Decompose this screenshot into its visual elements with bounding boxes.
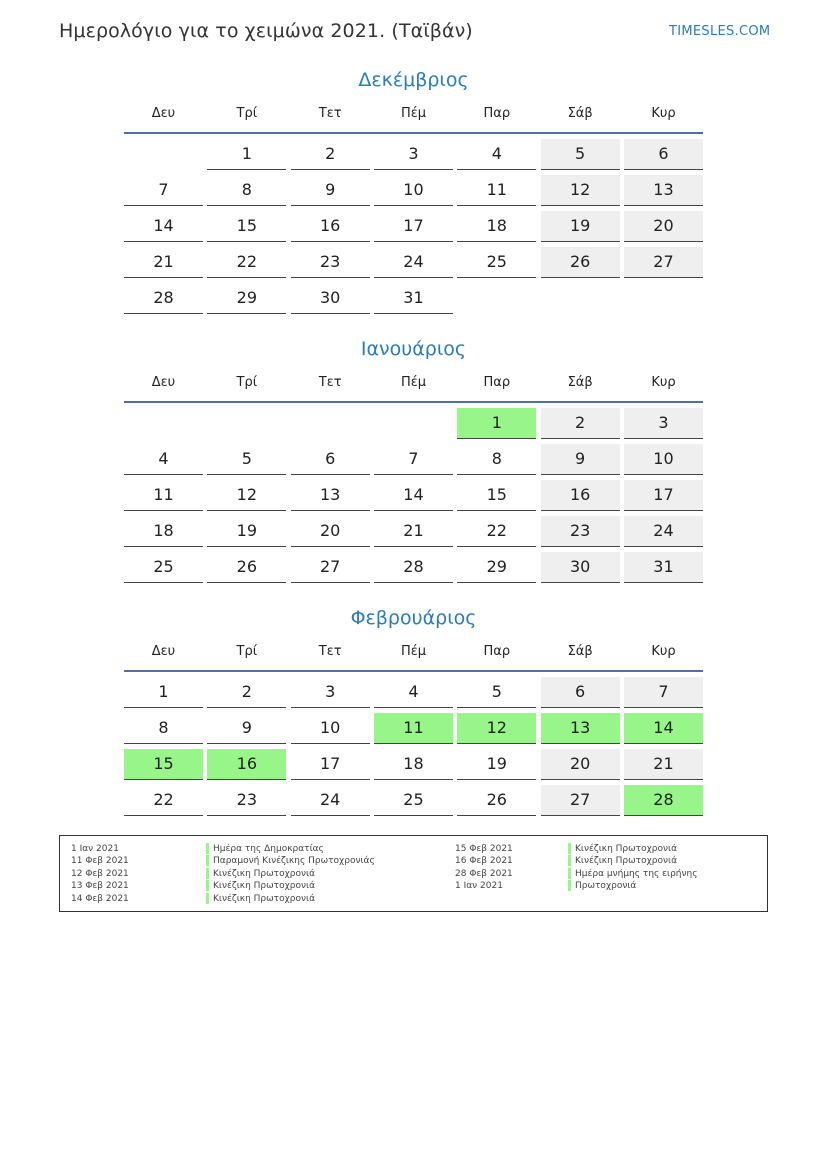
legend-row: [71, 843, 324, 855]
week-row: [124, 444, 703, 475]
day-cell[interactable]: 2: [541, 408, 620, 439]
day-cell[interactable]: 20: [291, 516, 370, 547]
day-cell[interactable]: 14: [124, 211, 203, 242]
weekday-header: [124, 102, 703, 130]
empty-cell: [457, 283, 536, 314]
day-cell[interactable]: 9: [207, 713, 286, 744]
day-cell[interactable]: 4: [374, 677, 453, 708]
day-cell[interactable]: 30: [541, 552, 620, 583]
day-cell[interactable]: 8: [124, 713, 203, 744]
legend-holiday-name: Κινέζικη Πρωτοχρονιά: [206, 893, 315, 905]
holiday-day-cell[interactable]: 11: [374, 713, 453, 744]
day-cell[interactable]: 10: [374, 175, 453, 206]
legend-row: [455, 855, 678, 867]
day-cell[interactable]: 4: [457, 139, 536, 170]
day-cell[interactable]: 25: [124, 552, 203, 583]
day-cell[interactable]: 23: [541, 516, 620, 547]
weekday-label: Δευ: [151, 106, 176, 121]
legend-row: [71, 868, 316, 880]
day-cell[interactable]: 8: [207, 175, 286, 206]
weekday-label: Δευ: [151, 644, 176, 659]
holiday-day-cell[interactable]: 12: [457, 713, 536, 744]
month-block: [124, 66, 703, 319]
weekday-label: Παρ: [483, 375, 511, 390]
day-cell[interactable]: 3: [374, 139, 453, 170]
week-row: [124, 480, 703, 511]
day-cell[interactable]: 18: [124, 516, 203, 547]
week-row: [124, 785, 703, 816]
day-cell[interactable]: 30: [291, 283, 370, 314]
week-row: [124, 211, 703, 242]
day-cell[interactable]: 19: [457, 749, 536, 780]
day-cell[interactable]: 27: [291, 552, 370, 583]
legend-holiday-name: Κινέζικη Πρωτοχρονιά: [206, 868, 315, 880]
day-cell[interactable]: 26: [207, 552, 286, 583]
legend-column-left: [71, 843, 375, 905]
day-cell[interactable]: 15: [207, 211, 286, 242]
header-divider: [124, 132, 703, 134]
day-cell[interactable]: 17: [291, 749, 370, 780]
weekday-label: Τρί: [236, 106, 258, 121]
weekday-label: Σάβ: [567, 375, 593, 390]
day-cell[interactable]: 15: [457, 480, 536, 511]
day-cell[interactable]: 21: [624, 749, 703, 780]
day-cell[interactable]: 9: [291, 175, 370, 206]
month-title: Δεκέμβριος: [358, 69, 469, 91]
month-block: [124, 335, 703, 588]
legend-row: [455, 880, 637, 892]
weekday-label: Τετ: [318, 106, 342, 121]
day-cell[interactable]: 4: [124, 444, 203, 475]
day-cell[interactable]: 7: [624, 677, 703, 708]
day-cell[interactable]: 3: [624, 408, 703, 439]
day-cell[interactable]: 22: [124, 785, 203, 816]
empty-cell: [207, 408, 286, 439]
weekday-label: Τρί: [236, 644, 258, 659]
empty-cell: [374, 408, 453, 439]
weekday-label: Πέμ: [400, 106, 427, 121]
day-cell[interactable]: 22: [207, 247, 286, 278]
empty-cell: [624, 283, 703, 314]
day-cell[interactable]: 17: [374, 211, 453, 242]
legend-column-right: [455, 843, 698, 893]
day-cell[interactable]: 26: [457, 785, 536, 816]
day-cell[interactable]: 5: [457, 677, 536, 708]
week-row: [124, 283, 703, 314]
legend-holiday-name: Ημέρα μνήμης της ειρήνης: [568, 868, 698, 880]
day-cell[interactable]: 7: [374, 444, 453, 475]
day-cell[interactable]: 6: [624, 139, 703, 170]
month-title: Ιανουάριος: [360, 338, 467, 360]
weekday-label: Κυρ: [651, 644, 676, 659]
day-cell[interactable]: 23: [207, 785, 286, 816]
weekday-label: Τετ: [318, 644, 342, 659]
day-cell[interactable]: 6: [541, 677, 620, 708]
holiday-day-cell[interactable]: 1: [457, 408, 536, 439]
weekday-label: Κυρ: [651, 106, 676, 121]
day-cell[interactable]: 11: [124, 480, 203, 511]
weekday-label: Τετ: [318, 375, 342, 390]
day-cell[interactable]: 24: [374, 247, 453, 278]
weekday-label: Πέμ: [400, 375, 427, 390]
weekday-label: Σάβ: [567, 106, 593, 121]
weekday-header: [124, 371, 703, 399]
brand-link[interactable]: TIMESLES.COM: [669, 24, 771, 39]
day-cell[interactable]: 27: [624, 247, 703, 278]
day-cell[interactable]: 1: [207, 139, 286, 170]
holiday-day-cell[interactable]: 28: [624, 785, 703, 816]
day-cell[interactable]: 8: [457, 444, 536, 475]
weekday-label: Παρ: [483, 644, 511, 659]
day-cell[interactable]: 20: [624, 211, 703, 242]
day-cell[interactable]: 21: [374, 516, 453, 547]
month-block: [124, 604, 703, 821]
week-row: [124, 677, 703, 708]
legend-date: 16 Φεβ 2021: [455, 856, 513, 867]
day-cell[interactable]: 13: [291, 480, 370, 511]
day-cell[interactable]: 18: [457, 211, 536, 242]
holiday-day-cell[interactable]: 13: [541, 713, 620, 744]
day-cell[interactable]: 3: [291, 677, 370, 708]
day-cell[interactable]: 28: [374, 552, 453, 583]
day-cell[interactable]: 26: [541, 247, 620, 278]
legend-holiday-name: Ημέρα της Δημοκρατίας: [206, 843, 324, 855]
day-cell[interactable]: 24: [624, 516, 703, 547]
day-cell[interactable]: 27: [541, 785, 620, 816]
day-cell[interactable]: 23: [291, 247, 370, 278]
week-row: [124, 175, 703, 206]
day-cell[interactable]: 5: [541, 139, 620, 170]
legend-date: 13 Φεβ 2021: [71, 881, 129, 892]
day-cell[interactable]: 18: [374, 749, 453, 780]
weekday-label: Πέμ: [400, 644, 427, 659]
day-cell[interactable]: 22: [457, 516, 536, 547]
day-cell[interactable]: 12: [207, 480, 286, 511]
day-cell[interactable]: 16: [291, 211, 370, 242]
header-divider: [124, 670, 703, 672]
day-cell[interactable]: 16: [541, 480, 620, 511]
day-cell[interactable]: 19: [207, 516, 286, 547]
day-cell[interactable]: 28: [124, 283, 203, 314]
legend-date: 14 Φεβ 2021: [71, 893, 129, 904]
holiday-day-cell[interactable]: 15: [124, 749, 203, 780]
empty-cell: [124, 408, 203, 439]
day-cell[interactable]: 25: [374, 785, 453, 816]
header-divider: [124, 401, 703, 403]
legend-date: 15 Φεβ 2021: [455, 844, 513, 854]
legend-holiday-name: Κινέζικη Πρωτοχρονιά: [568, 843, 677, 855]
day-cell[interactable]: 12: [541, 175, 620, 206]
empty-cell: [291, 408, 370, 439]
day-cell[interactable]: 11: [457, 175, 536, 206]
day-cell[interactable]: 31: [374, 283, 453, 314]
day-cell[interactable]: 29: [207, 283, 286, 314]
week-row: [124, 408, 703, 439]
day-cell[interactable]: 25: [457, 247, 536, 278]
week-row: [124, 516, 703, 547]
day-cell[interactable]: 9: [541, 444, 620, 475]
weekday-label: Δευ: [151, 375, 176, 390]
day-cell[interactable]: 20: [541, 749, 620, 780]
legend-row: [71, 893, 316, 905]
holiday-day-cell[interactable]: 16: [207, 749, 286, 780]
day-cell[interactable]: 10: [624, 444, 703, 475]
day-cell[interactable]: 2: [207, 677, 286, 708]
week-row: [124, 749, 703, 780]
legend-holiday-name: Παραμονή Κινέζικης Πρωτοχρονιάς: [206, 855, 375, 867]
legend-holiday-name: Κινέζικη Πρωτοχρονιά: [206, 880, 315, 892]
legend-date: 12 Φεβ 2021: [71, 868, 129, 879]
weekday-label: Τρί: [236, 375, 258, 390]
month-title: Φεβρουάριος: [350, 607, 477, 629]
day-cell[interactable]: 10: [291, 713, 370, 744]
weekday-label: Σάβ: [567, 644, 593, 659]
day-cell[interactable]: 17: [624, 480, 703, 511]
day-cell[interactable]: 21: [124, 247, 203, 278]
weekday-label: Παρ: [483, 106, 511, 121]
legend-date: 28 Φεβ 2021: [455, 868, 513, 879]
week-row: [124, 139, 703, 170]
week-row: [124, 713, 703, 744]
day-cell[interactable]: 13: [624, 175, 703, 206]
empty-cell: [124, 139, 203, 170]
day-cell[interactable]: 19: [541, 211, 620, 242]
weekday-label: Κυρ: [651, 375, 676, 390]
day-cell[interactable]: 1: [124, 677, 203, 708]
holiday-legend: [59, 835, 768, 912]
day-cell[interactable]: 31: [624, 552, 703, 583]
week-row: [124, 552, 703, 583]
day-cell[interactable]: 29: [457, 552, 536, 583]
legend-date: 1 Ιαν 2021: [71, 844, 119, 854]
day-cell[interactable]: 7: [124, 175, 203, 206]
page-title: Ημερολόγιο για το χειμώνα 2021. (Ταϊβάν): [59, 20, 473, 42]
legend-date: 11 Φεβ 2021: [71, 856, 129, 867]
day-cell[interactable]: 6: [291, 444, 370, 475]
empty-cell: [541, 283, 620, 314]
legend-holiday-name: Πρωτοχρονιά: [568, 880, 636, 892]
legend-row: [71, 855, 375, 867]
holiday-day-cell[interactable]: 14: [624, 713, 703, 744]
day-cell[interactable]: 24: [291, 785, 370, 816]
legend-holiday-name: Κινέζικη Πρωτοχρονιά: [568, 855, 677, 867]
legend-row: [71, 880, 316, 892]
day-cell[interactable]: 5: [207, 444, 286, 475]
week-row: [124, 247, 703, 278]
legend-row: [455, 843, 678, 855]
legend-row: [455, 868, 698, 880]
legend-date: 1 Ιαν 2021: [455, 881, 503, 892]
weekday-header: [124, 640, 703, 668]
day-cell[interactable]: 14: [374, 480, 453, 511]
day-cell[interactable]: 2: [291, 139, 370, 170]
